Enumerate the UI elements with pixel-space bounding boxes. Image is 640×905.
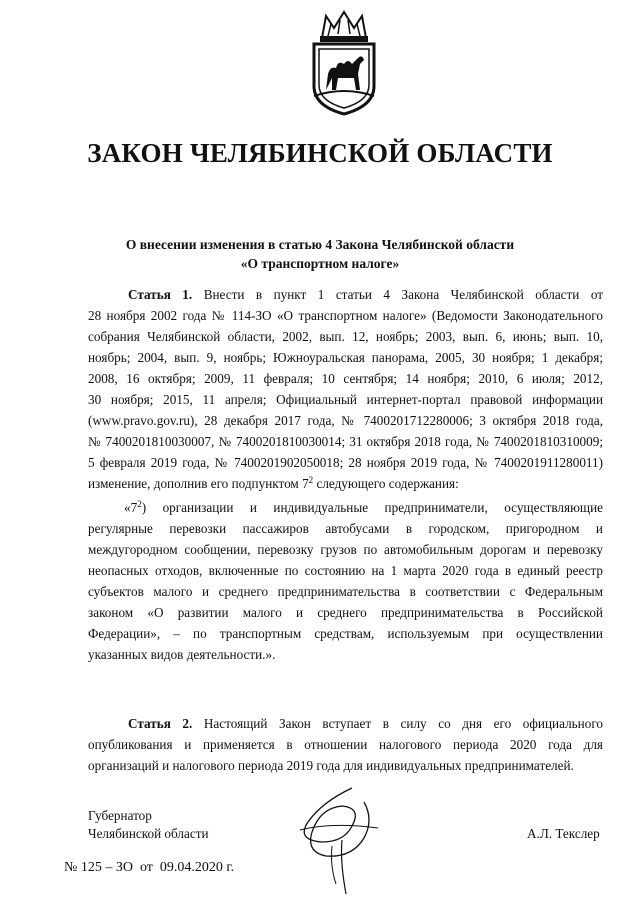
coat-of-arms-icon bbox=[298, 8, 390, 118]
quote-line: регулярные перевозки пассажиров автобусами в городском, пригородном и bbox=[88, 521, 603, 536]
quote-line: неопасных отходов, включенные по состоянию на 1 марта 2020 года в единый реестр bbox=[88, 563, 603, 578]
subtitle-line-1: О внесении изменения в статью 4 Закона Челябинской области bbox=[125, 237, 515, 252]
law-title: ЗАКОН ЧЕЛЯБИНСКОЙ ОБЛАСТИ bbox=[87, 138, 553, 168]
quote-line: субъектов малого и среднего предпринимательства в соответствии с Федеральным bbox=[88, 584, 603, 599]
article1-line: № 7400201810030007, № 7400201810030014; 31 октября 2018 года, № 7400201810310009; bbox=[88, 434, 603, 449]
article2-first-text: Настоящий Закон вступает в силу со дня его официального bbox=[203, 716, 603, 731]
quote-first-line bbox=[124, 499, 603, 517]
governor-name: А.Л. Текслер bbox=[527, 826, 600, 841]
article2-first-line bbox=[128, 715, 603, 733]
law-number: № 125 – ЗО bbox=[64, 860, 133, 875]
article2-line: организаций и налогового периода 2019 года для индивидуальных предпринимателей. bbox=[88, 758, 574, 773]
article1-first-line bbox=[128, 286, 603, 304]
article1-label: Статья 1. bbox=[128, 287, 193, 302]
article1-last-before: изменение, дополнив его подпунктом 7 bbox=[88, 476, 309, 491]
quote-line: междугородном сообщении, перевозку грузов по автомобильным дорогам и перевозку bbox=[88, 542, 603, 557]
article1-line: ноябрь; 2004, вып. 9, ноябрь; Южноуральская панорама, 2005, 30 ноября; 1 декабря; bbox=[88, 350, 603, 365]
quote-line: законом «О развитии малого и среднего предпринимательства в Российской bbox=[88, 605, 603, 620]
article1-last-sup: 2 bbox=[308, 475, 314, 485]
article1-line: собрания Челябинской области, 2002, вып. 12, ноябрь; 2003, вып. 6, июнь; вып. 10, bbox=[88, 329, 603, 344]
article1-line: 2008, 16 октября; 2009, 11 февраля; 10 сентября; 14 ноября; 2010, 6 июля; 2012, bbox=[88, 371, 603, 386]
quote-last-line: указанных видов деятельности.». bbox=[88, 647, 276, 662]
article1-last-after: следующего содержания: bbox=[313, 476, 459, 491]
law-date: 09.04.2020 г. bbox=[159, 860, 235, 875]
quote-sup: 2 bbox=[137, 499, 142, 509]
quote-line: Федерации», – по транспортным средствам, используемым при осуществлении bbox=[88, 626, 603, 641]
article1-line: (www.pravo.gov.ru), 28 декабря 2017 года, № 7400201712280006; 3 октября 2018 года, bbox=[88, 413, 603, 428]
article2-label: Статья 2. bbox=[128, 716, 193, 731]
governor-position-1: Губернатор bbox=[88, 808, 152, 823]
quote-first-rest: ) организации и индивидуальные предприниматели, осуществляющие bbox=[141, 500, 603, 515]
article2-line: опубликования и применяется в отношении налогового периода 2020 года для bbox=[88, 737, 603, 752]
signature-scribble bbox=[282, 782, 392, 897]
subtitle-line-2: «О транспортном налоге» bbox=[240, 256, 400, 271]
article1-line: 5 февраля 2019 года, № 7400201902050018; 28 ноября 2019 года, № 7400201911280011) bbox=[88, 455, 603, 470]
date-prefix: от bbox=[139, 860, 153, 875]
article1-line: 30 ноября; 2015, 11 апреля; Официальный интернет-портал правовой информации bbox=[88, 392, 603, 407]
quote-open: «7 bbox=[124, 500, 138, 515]
law-number-date bbox=[64, 860, 234, 876]
article1-line: 28 ноября 2002 года № 114-ЗО «О транспортном налоге» (Ведомости Законодательного bbox=[88, 308, 603, 323]
article1-last-line bbox=[88, 475, 603, 493]
governor-position-2: Челябинской области bbox=[88, 826, 209, 841]
article1-first-text: Внести в пункт 1 статьи 4 Закона Челябинской области от bbox=[203, 287, 604, 302]
